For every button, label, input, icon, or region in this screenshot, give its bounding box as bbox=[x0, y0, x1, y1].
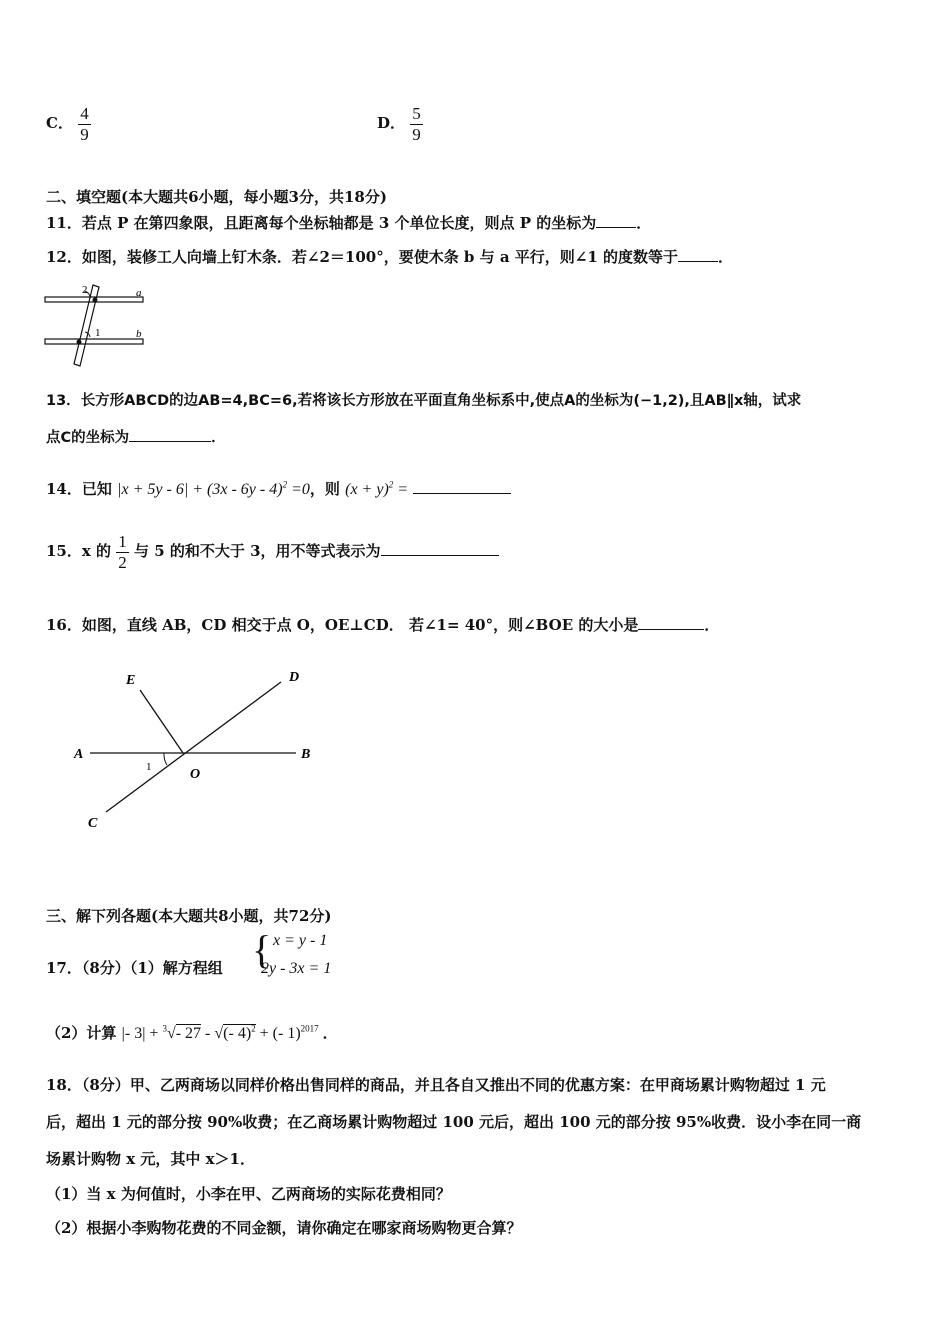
fraction-d: $\frac{5}{9}$ bbox=[412, 104, 421, 144]
question-11: 11．若点 P 在第四象限，且距离每个坐标轴都是 3 个单位长度，则点 P 的坐标为 ． bbox=[46, 214, 652, 232]
label-angle-1: 1 bbox=[146, 761, 152, 773]
question-18-line1: 18．（8分）甲、乙两商场以同样价格出售同样的商品，并且各自又推出不同的优惠方案：在甲商场累计购物超过 1 元 bbox=[46, 1076, 826, 1094]
option-c: C． $\frac{4}{9}$ bbox=[46, 104, 89, 144]
line-cd bbox=[106, 682, 281, 812]
angle-1-arc bbox=[164, 753, 167, 765]
calc-expression: |- 3| + $^3$√- 27 - √(- 4)$^2$ + (- 1)$^{2017}$ bbox=[121, 1023, 319, 1042]
label-a: A bbox=[74, 747, 84, 762]
radical-icon: √ bbox=[166, 1025, 176, 1042]
radical-icon: √ bbox=[214, 1025, 224, 1042]
question-18-line2: 后，超出 1 元的部分按 90%收费；在乙商场累计购物超过 100 元后，超出 100 元的部分按 95%收费．设小李在同一商 bbox=[46, 1113, 862, 1131]
question-16: 16．如图，直线 AB，CD 相交于点 O，OE⊥CD． 若∠1= 40°，则∠BOE 的大小是 ． bbox=[46, 616, 720, 634]
label-1: 1 bbox=[95, 327, 101, 339]
label-d: D bbox=[289, 670, 300, 685]
brace-icon: { bbox=[252, 927, 272, 972]
nail bbox=[93, 298, 98, 303]
abs-expression: |x + 5y - 6| + (3x - 6y - 4)$^2$ =0 bbox=[117, 479, 310, 498]
strip-b bbox=[45, 339, 143, 344]
nail bbox=[77, 340, 82, 345]
square-expression: $(x + y)^2$ = bbox=[345, 479, 409, 498]
intersecting-lines-figure bbox=[60, 660, 330, 840]
question-13-line1: 13．长方形ABCD的边AB=4,BC=6,若将该长方形放在平面直角坐标系中,使点A的坐标为(−1,2),且AB∥x轴，试求 bbox=[46, 393, 802, 409]
answer-blank bbox=[129, 427, 211, 442]
label-c: C bbox=[88, 816, 98, 831]
label-b: b bbox=[136, 328, 142, 340]
parallel-strips-figure bbox=[40, 280, 155, 370]
answer-blank bbox=[381, 541, 499, 556]
label-b: B bbox=[301, 747, 311, 762]
answer-blank bbox=[638, 615, 704, 630]
question-12: 12．如图，装修工人向墙上钉木条．若∠2＝100°，要使木条 b 与 a 平行，则∠1 的度数等于 ． bbox=[46, 248, 734, 266]
answer-blank bbox=[678, 247, 718, 262]
question-13-line2: 点C的坐标为 ． bbox=[46, 426, 226, 447]
question-18-sub1: （1）当 x 为何值时，小李在甲、乙两商场的实际花费相同？ bbox=[46, 1185, 451, 1203]
section-3-title: 三、解下列各题(本大题共8小题，共72分) bbox=[46, 907, 332, 925]
answer-blank bbox=[413, 479, 511, 494]
question-18-line3: 场累计购物 x 元，其中 x＞1． bbox=[46, 1150, 255, 1168]
section-2-title: 二、填空题(本大题共6小题，每小题3分，共18分) bbox=[46, 188, 387, 206]
label-e: E bbox=[126, 673, 136, 688]
label-2: 2 bbox=[82, 284, 88, 296]
ray-oe bbox=[140, 690, 183, 753]
option-d: D． $\frac{5}{9}$ bbox=[377, 104, 421, 144]
fraction-c: $\frac{4}{9}$ bbox=[80, 104, 89, 144]
question-14: 14．已知 |x + 5y - 6| + (3x - 6y - 4)$^2$ =0，则 $(x + y)^2$ = bbox=[46, 478, 511, 499]
label-a: a bbox=[136, 287, 142, 299]
label-o: O bbox=[190, 767, 201, 782]
question-18-sub2: （2）根据小李购物花费的不同金额，请你确定在哪家商场购物更合算？ bbox=[46, 1219, 522, 1237]
question-15: 15．x 的 $\frac{1}{2}$ 与 5 的和不大于 3，用不等式表示为 bbox=[46, 532, 499, 572]
question-17-part2: （2）计算 |- 3| + $^3$√- 27 - √(- 4)$^2$ + (- 1)$^{2017}$ ． bbox=[46, 1023, 338, 1042]
answer-blank bbox=[596, 213, 636, 228]
fraction-half: $\frac{1}{2}$ bbox=[118, 532, 127, 572]
question-17-part1: 17．（8分）（1）解方程组 bbox=[46, 959, 223, 977]
